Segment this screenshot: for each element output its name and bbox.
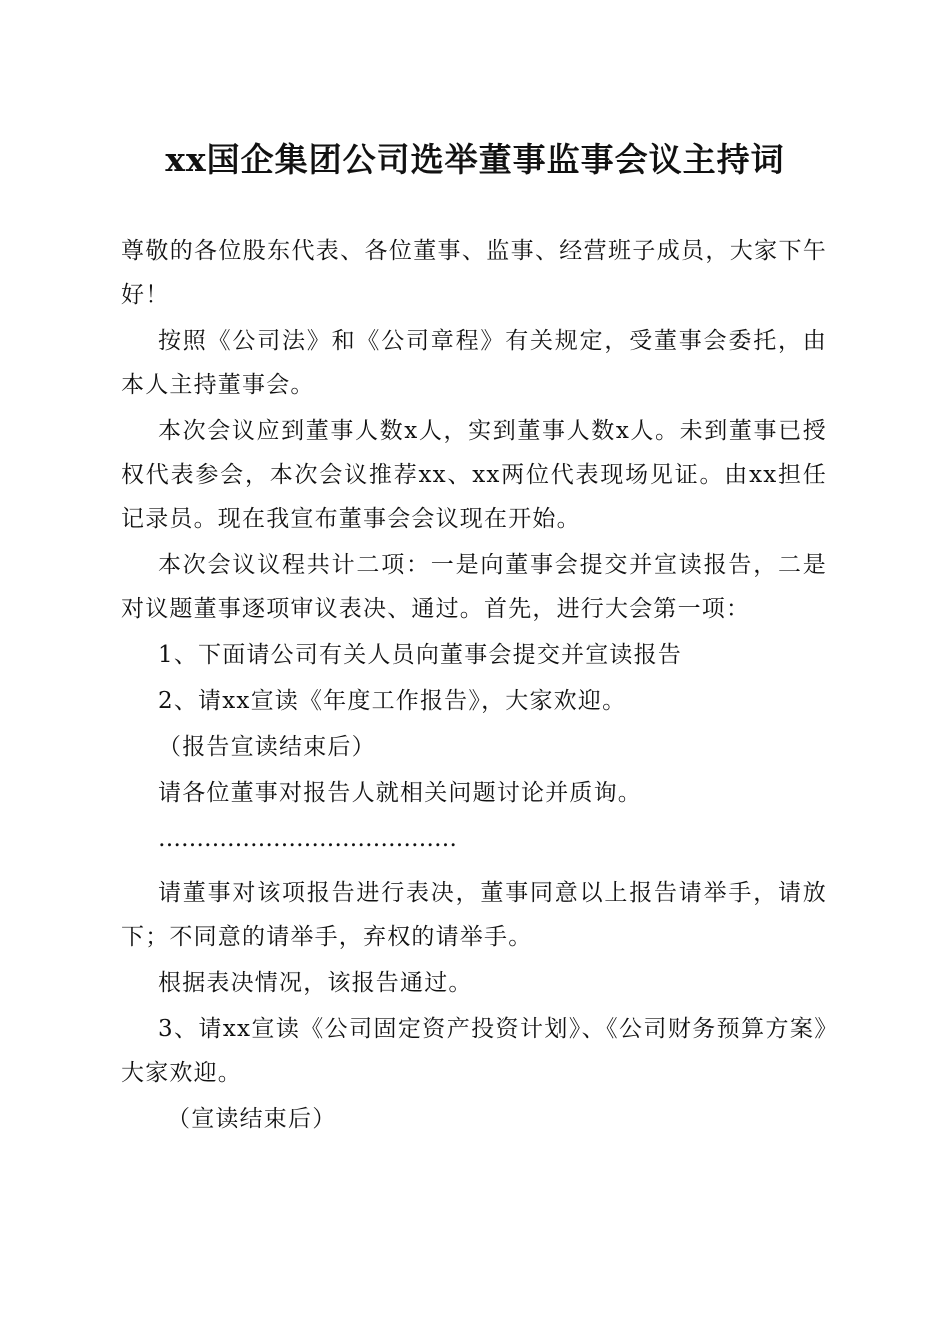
ellipsis-divider: ………………………………… bbox=[158, 826, 457, 852]
authorization-paragraph: 按照《公司法》和《公司章程》有关规定，受董事会委托，由本人主持董事会。 bbox=[121, 328, 827, 398]
discussion-paragraph: 请各位董事对报告人就相关问题讨论并质询。 bbox=[158, 780, 642, 806]
attendance-paragraph: 本次会议应到董事人数x人，实到董事人数x人。未到董事已授权代表参会，本次会议推荐xx、xx两位代表现场见证。由xx担任记录员。现在我宣布董事会会议现在开始。 bbox=[121, 418, 827, 532]
document-body bbox=[121, 229, 827, 1143]
document-title: xx国企集团公司选举董事监事会议主持词 bbox=[165, 140, 785, 179]
agenda-item-3: 3、请xx宣读《公司固定资产投资计划》、《公司财务预算方案》大家欢迎。 bbox=[121, 1016, 827, 1086]
agenda-paragraph: 本次会议议程共计二项：一是向董事会提交并宣读报告，二是对议题董事逐项审议表决、通过。首先，进行大会第一项： bbox=[121, 552, 827, 622]
vote-paragraph: 请董事对该项报告进行表决，董事同意以上报告请举手，请放下；不同意的请举手，弃权的请举手。 bbox=[121, 880, 827, 950]
report-end-note: （报告宣读结束后） bbox=[158, 734, 376, 760]
greeting-paragraph: 尊敬的各位股东代表、各位董事、监事、经营班子成员，大家下午好！ bbox=[121, 238, 827, 308]
agenda-item-2: 2、请xx宣读《年度工作报告》，大家欢迎。 bbox=[158, 688, 627, 714]
reading-end-note: （宣读结束后） bbox=[167, 1106, 337, 1132]
vote-result-paragraph: 根据表决情况，该报告通过。 bbox=[158, 970, 473, 996]
agenda-item-1: 1、下面请公司有关人员向董事会提交并宣读报告 bbox=[158, 642, 683, 668]
